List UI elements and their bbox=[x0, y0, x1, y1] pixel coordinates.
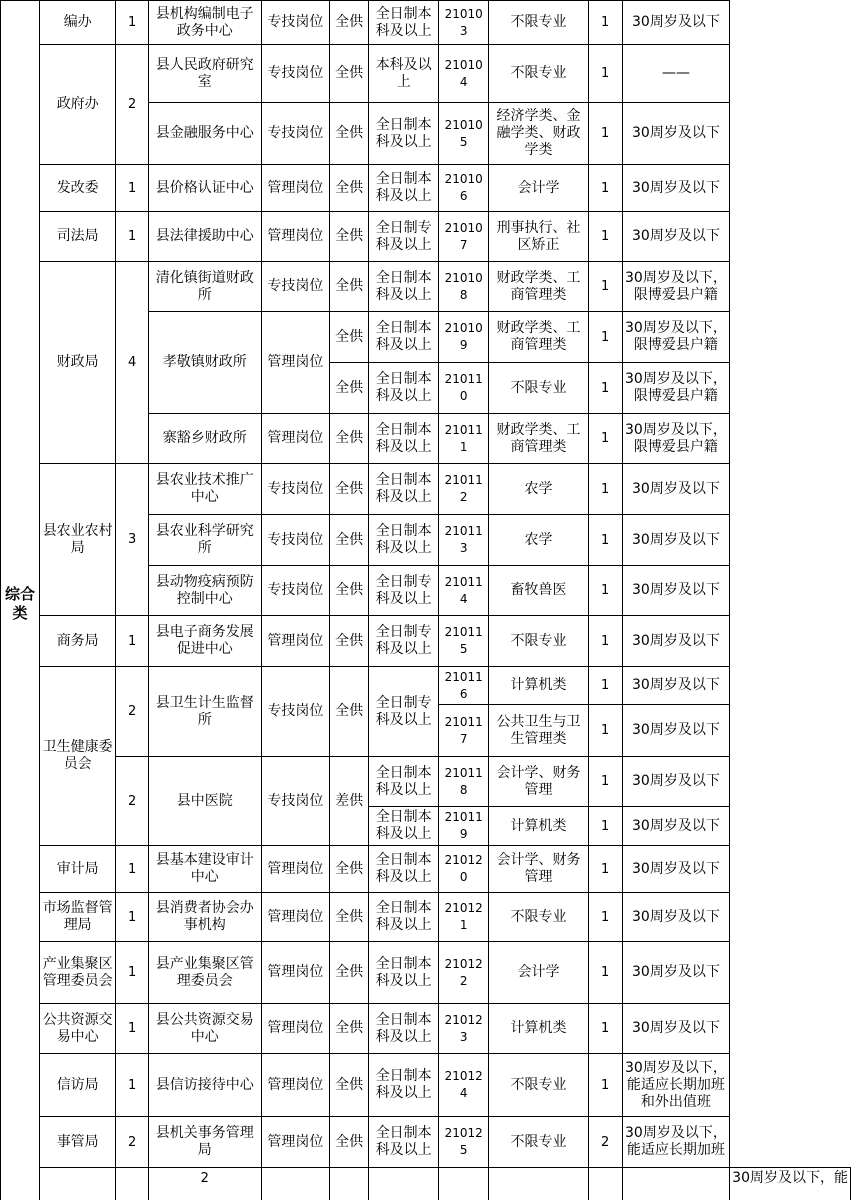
funding-cell: 全供 bbox=[330, 1117, 369, 1168]
post-code-cell: 210113 bbox=[439, 515, 489, 566]
unit-cell: 县产业集聚区管理委员会 bbox=[148, 942, 261, 1004]
requirement-cell: 30周岁及以下 bbox=[622, 103, 729, 165]
unit-cell: 县消费者协会办事机构 bbox=[148, 893, 261, 942]
table-row bbox=[1, 667, 851, 705]
count-cell: 1 bbox=[116, 1, 148, 45]
education-cell: 全日制本科及以上 bbox=[369, 312, 439, 363]
requirement-cell: 30周岁及以下，限博爱县户籍 bbox=[622, 414, 729, 464]
education-cell: 全日制专科及以上 bbox=[369, 212, 439, 262]
count-cell: 2 bbox=[116, 667, 148, 757]
table-row bbox=[1, 212, 851, 262]
post-code-cell: 210122 bbox=[439, 942, 489, 1004]
education-cell: 全日制本科及以上 bbox=[369, 103, 439, 165]
table-row bbox=[1, 165, 851, 212]
quota-cell: 1 bbox=[588, 312, 622, 363]
count-cell: 2 bbox=[116, 1117, 148, 1168]
education-cell: 全日制本科及以上 bbox=[369, 807, 439, 846]
count-cell: 1 bbox=[116, 1054, 148, 1117]
major-cell: 不限专业 bbox=[489, 893, 588, 942]
major-cell: 财政学类、工商管理类 bbox=[489, 414, 588, 464]
post-code-cell: 210121 bbox=[439, 893, 489, 942]
quota-cell: 1 bbox=[588, 667, 622, 705]
dept-cell: 商务局 bbox=[39, 616, 115, 667]
major-cell: 农学 bbox=[489, 515, 588, 566]
quota-cell: 1 bbox=[588, 705, 622, 757]
education-cell: 全日制专科及以上 bbox=[369, 616, 439, 667]
unit-cell: 寨豁乡财政所 bbox=[148, 414, 261, 464]
major-cell: 不限专业 bbox=[489, 45, 588, 103]
dept-cell: 财政局 bbox=[39, 262, 115, 464]
unit-cell: 县农业技术推广中心 bbox=[148, 464, 261, 515]
post-code-cell: 210123 bbox=[439, 1004, 489, 1054]
post-type-cell: 管理岗位 bbox=[261, 1117, 329, 1168]
dept-cell: 事管局 bbox=[39, 1117, 115, 1168]
funding-cell: 全供 bbox=[330, 262, 369, 312]
quota-cell: 1 bbox=[588, 566, 622, 616]
table-row bbox=[1, 1117, 851, 1168]
count-cell: 2 bbox=[116, 45, 148, 165]
funding-cell: 全供 bbox=[330, 414, 369, 464]
count-cell: 2 bbox=[148, 1168, 261, 1200]
major-cell: 会计学 bbox=[489, 165, 588, 212]
table-row bbox=[1, 1168, 851, 1200]
education-cell: 全日制本科及以上 bbox=[369, 515, 439, 566]
education-cell: 全日制本科及以上 bbox=[369, 414, 439, 464]
funding-cell: 全供 bbox=[330, 893, 369, 942]
table-row bbox=[1, 942, 851, 1004]
major-cell: 会计学、财务管理 bbox=[489, 757, 588, 807]
dept-cell: 产业集聚区管理委员会 bbox=[39, 942, 115, 1004]
requirement-cell: 30周岁及以下 bbox=[622, 757, 729, 807]
table-row bbox=[1, 1004, 851, 1054]
quota-cell: 1 bbox=[588, 942, 622, 1004]
quota-cell: 1 bbox=[588, 103, 622, 165]
requirement-cell: 30周岁及以下 bbox=[622, 1004, 729, 1054]
post-code-cell: 210112 bbox=[439, 464, 489, 515]
major-cell: 不限专业 bbox=[489, 1, 588, 45]
count-cell: 1 bbox=[116, 893, 148, 942]
requirement-cell: 30周岁及以下 bbox=[622, 616, 729, 667]
unit-cell: 县人民政府研究室 bbox=[148, 45, 261, 103]
major-cell: 财政学类、工商管理类 bbox=[489, 312, 588, 363]
post-code-cell: 210108 bbox=[439, 262, 489, 312]
post-type-cell: 专技岗位 bbox=[261, 45, 329, 103]
quota-cell: 1 bbox=[588, 212, 622, 262]
table-row bbox=[1, 616, 851, 667]
funding-cell: 全供 bbox=[330, 515, 369, 566]
requirement-cell: 30周岁及以下 bbox=[622, 807, 729, 846]
unit-cell: 清化镇街道财政所 bbox=[148, 262, 261, 312]
table-row bbox=[1, 464, 851, 515]
major-cell: 不限专业 bbox=[489, 1054, 588, 1117]
quota-cell: 1 bbox=[588, 757, 622, 807]
education-cell: 全日制本科及以上 bbox=[369, 893, 439, 942]
post-code-cell: 210116 bbox=[439, 667, 489, 705]
major-cell: 经济学类、金融学类、财政学类 bbox=[489, 103, 588, 165]
count-cell: 1 bbox=[116, 616, 148, 667]
post-type-cell: 管理岗位 bbox=[261, 1004, 329, 1054]
requirement-cell: 30周岁及以下 bbox=[622, 515, 729, 566]
post-code-cell: 210107 bbox=[439, 212, 489, 262]
count-cell: 2 bbox=[116, 757, 148, 846]
post-type-cell: 管理岗位 bbox=[261, 846, 329, 893]
post-type-cell: 管理岗位 bbox=[261, 165, 329, 212]
post-type-cell: 专技岗位 bbox=[261, 566, 329, 616]
quota-cell: 1 bbox=[588, 1, 622, 45]
education-cell: 全日制本科及以上 bbox=[369, 464, 439, 515]
post-code-cell: 210125 bbox=[439, 1117, 489, 1168]
quota-cell: 1 bbox=[588, 1004, 622, 1054]
post-code-cell: 210104 bbox=[439, 45, 489, 103]
count-cell: 1 bbox=[116, 846, 148, 893]
requirement-cell: 30周岁及以下 bbox=[622, 1, 729, 45]
post-type-cell: 管理岗位 bbox=[261, 942, 329, 1004]
count-cell: 3 bbox=[116, 464, 148, 616]
requirement-cell: 30周岁及以下 bbox=[622, 893, 729, 942]
funding-cell: 全供 bbox=[330, 464, 369, 515]
post-type-cell: 专技岗位 bbox=[261, 103, 329, 165]
funding-cell: 全供 bbox=[330, 1054, 369, 1117]
quota-cell: 1 bbox=[588, 1054, 622, 1117]
education-cell: 全日制本科及以上 bbox=[369, 1004, 439, 1054]
post-code-cell: 210111 bbox=[439, 414, 489, 464]
quota-cell: 1 bbox=[588, 363, 622, 414]
unit-cell: 县公共资源交易中心 bbox=[148, 1004, 261, 1054]
funding-cell: 全供 bbox=[330, 667, 369, 757]
count-cell: 1 bbox=[116, 212, 148, 262]
education-cell: 全日制本科及以上 bbox=[369, 165, 439, 212]
requirement-cell: 30周岁及以下 bbox=[622, 846, 729, 893]
funding-cell: 全供 bbox=[330, 363, 369, 414]
major-cell: 计算机类 bbox=[489, 807, 588, 846]
major-cell: 不限专业 bbox=[489, 616, 588, 667]
count-cell: 4 bbox=[116, 262, 148, 464]
post-type-cell: 专技岗位 bbox=[261, 515, 329, 566]
quota-cell: 1 bbox=[588, 807, 622, 846]
dept-cell: 编办 bbox=[39, 1, 115, 45]
education-cell: 全日制专科及以上 bbox=[369, 667, 439, 757]
post-code-cell: 210105 bbox=[439, 103, 489, 165]
dept-cell: 公共资源交易中心 bbox=[39, 1004, 115, 1054]
funding-cell: 全供 bbox=[330, 1, 369, 45]
table-row bbox=[1, 757, 851, 807]
major-cell: 会计学 bbox=[489, 942, 588, 1004]
count-cell: 1 bbox=[116, 942, 148, 1004]
requirement-cell: 30周岁及以下 bbox=[622, 566, 729, 616]
education-cell: 全日制本科及以上 bbox=[369, 363, 439, 414]
requirement-cell: 30周岁及以下，能 bbox=[730, 1168, 851, 1200]
funding-cell: 全供 bbox=[330, 942, 369, 1004]
post-type-cell: 管理岗位 bbox=[261, 616, 329, 667]
unit-cell: 县信访接待中心 bbox=[148, 1054, 261, 1117]
education-cell: 全日制本科及以上 bbox=[369, 757, 439, 807]
dept-cell: 发改委 bbox=[39, 165, 115, 212]
requirement-cell: 30周岁及以下 bbox=[622, 942, 729, 1004]
major-cell: 财政学类、工商管理类 bbox=[489, 262, 588, 312]
funding-cell: 全供 bbox=[330, 103, 369, 165]
post-code-cell: 210114 bbox=[439, 566, 489, 616]
requirement-cell: 30周岁及以下，能适应长期加班 bbox=[622, 1117, 729, 1168]
unit-cell: 孝敬镇财政所 bbox=[148, 312, 261, 414]
post-type-cell: 管理岗位 bbox=[261, 1054, 329, 1117]
dept-cell: 县农业农村局 bbox=[39, 464, 115, 616]
major-cell: 刑事执行、社区矫正 bbox=[489, 212, 588, 262]
quota-cell: 2 bbox=[588, 1117, 622, 1168]
unit-cell: 县卫生计生监督所 bbox=[148, 667, 261, 757]
quota-cell: 1 bbox=[588, 515, 622, 566]
dept-cell: 市场监督管理局 bbox=[39, 893, 115, 942]
unit-cell: 县价格认证中心 bbox=[148, 165, 261, 212]
post-type-cell: 专技岗位 bbox=[261, 262, 329, 312]
requirement-cell: 30周岁及以下，能适应长期加班和外出值班 bbox=[622, 1054, 729, 1117]
funding-cell: 全供 bbox=[330, 566, 369, 616]
unit-cell: 县中医院 bbox=[148, 757, 261, 846]
funding-cell: 全供 bbox=[330, 1004, 369, 1054]
category-cell: 综合类 bbox=[1, 1, 40, 1200]
table-row bbox=[1, 893, 851, 942]
post-code-cell: 210118 bbox=[439, 757, 489, 807]
major-cell: 公共卫生与卫生管理类 bbox=[489, 705, 588, 757]
post-code-cell: 210119 bbox=[439, 807, 489, 846]
major-cell: 会计学、财务管理 bbox=[489, 846, 588, 893]
requirement-cell: 30周岁及以下 bbox=[622, 667, 729, 705]
quota-cell: 1 bbox=[588, 616, 622, 667]
post-code-cell: 210109 bbox=[439, 312, 489, 363]
major-cell: 计算机类 bbox=[489, 667, 588, 705]
post-code-cell: 210120 bbox=[439, 846, 489, 893]
major-cell: 不限专业 bbox=[489, 363, 588, 414]
unit-cell: 县电子商务发展促进中心 bbox=[148, 616, 261, 667]
post-code-cell: 210103 bbox=[439, 1, 489, 45]
post-code-cell: 210115 bbox=[439, 616, 489, 667]
post-type-cell: 管理岗位 bbox=[261, 414, 329, 464]
requirement-cell: 30周岁及以下，限博爱县户籍 bbox=[622, 363, 729, 414]
unit-cell: 县法律援助中心 bbox=[148, 212, 261, 262]
education-cell: 全日制本科及以上 bbox=[369, 262, 439, 312]
funding-cell: 全供 bbox=[330, 212, 369, 262]
requirement-cell: 30周岁及以下 bbox=[622, 705, 729, 757]
dept-cell: 司法局 bbox=[39, 212, 115, 262]
table-row bbox=[1, 846, 851, 893]
requirement-cell: —— bbox=[622, 45, 729, 103]
post-type-cell: 专技岗位 bbox=[261, 464, 329, 515]
education-cell: 全日制本科及以上 bbox=[369, 942, 439, 1004]
funding-cell: 全供 bbox=[330, 616, 369, 667]
table-row bbox=[1, 45, 851, 103]
post-type-cell: 管理岗位 bbox=[261, 212, 329, 262]
requirement-cell: 30周岁及以下，限博爱县户籍 bbox=[622, 312, 729, 363]
requirement-cell: 30周岁及以下，限博爱县户籍 bbox=[622, 262, 729, 312]
post-type-cell: 专技岗位 bbox=[261, 757, 329, 846]
education-cell: 全日制本科及以上 bbox=[369, 1117, 439, 1168]
post-code-cell: 210117 bbox=[439, 705, 489, 757]
education-cell: 全日制本科及以上 bbox=[369, 1054, 439, 1117]
requirement-cell: 30周岁及以下 bbox=[622, 165, 729, 212]
unit-cell: 县基本建设审计中心 bbox=[148, 846, 261, 893]
education-cell: 全日制本科及以上 bbox=[369, 846, 439, 893]
post-type-cell: 专技岗位 bbox=[261, 667, 329, 757]
post-type-cell: 管理岗位 bbox=[261, 893, 329, 942]
unit-cell: 县机关事务管理局 bbox=[148, 1117, 261, 1168]
major-cell: 农学 bbox=[489, 464, 588, 515]
major-cell: 不限专业 bbox=[489, 1117, 588, 1168]
dept-cell: 政府办 bbox=[39, 45, 115, 165]
post-code-cell: 210110 bbox=[439, 363, 489, 414]
quota-cell: 1 bbox=[588, 893, 622, 942]
post-code-cell: 210124 bbox=[439, 1054, 489, 1117]
funding-cell: 全供 bbox=[330, 45, 369, 103]
count-cell: 1 bbox=[116, 165, 148, 212]
table-row bbox=[1, 262, 851, 312]
education-cell: 本科及以上 bbox=[369, 45, 439, 103]
unit-cell: 县动物疫病预防控制中心 bbox=[148, 566, 261, 616]
funding-cell: 全供 bbox=[330, 312, 369, 363]
table-row bbox=[1, 1, 851, 45]
dept-cell: 卫生健康委员会 bbox=[39, 667, 115, 846]
count-cell: 1 bbox=[116, 1004, 148, 1054]
quota-cell: 1 bbox=[588, 464, 622, 515]
dept-cell: 信访局 bbox=[39, 1054, 115, 1117]
unit-cell: 县机构编制电子政务中心 bbox=[148, 1, 261, 45]
major-cell: 计算机类 bbox=[489, 1004, 588, 1054]
post-code-cell: 210106 bbox=[439, 165, 489, 212]
quota-cell: 1 bbox=[588, 262, 622, 312]
post-type-cell: 专技岗位 bbox=[261, 1, 329, 45]
post-type-cell: 管理岗位 bbox=[261, 312, 329, 414]
requirement-cell: 30周岁及以下 bbox=[622, 212, 729, 262]
requirement-cell: 30周岁及以下 bbox=[622, 464, 729, 515]
quota-cell: 1 bbox=[588, 45, 622, 103]
education-cell: 全日制专科及以上 bbox=[369, 566, 439, 616]
funding-cell: 全供 bbox=[330, 165, 369, 212]
table-row bbox=[1, 1054, 851, 1117]
quota-cell: 1 bbox=[588, 414, 622, 464]
unit-cell: 县农业科学研究所 bbox=[148, 515, 261, 566]
funding-cell: 全供 bbox=[330, 846, 369, 893]
education-cell: 全日制本科及以上 bbox=[369, 1, 439, 45]
unit-cell: 县金融服务中心 bbox=[148, 103, 261, 165]
major-cell: 畜牧兽医 bbox=[489, 566, 588, 616]
funding-cell: 差供 bbox=[330, 757, 369, 846]
quota-cell: 1 bbox=[588, 846, 622, 893]
quota-cell: 1 bbox=[588, 165, 622, 212]
dept-cell: 审计局 bbox=[39, 846, 115, 893]
